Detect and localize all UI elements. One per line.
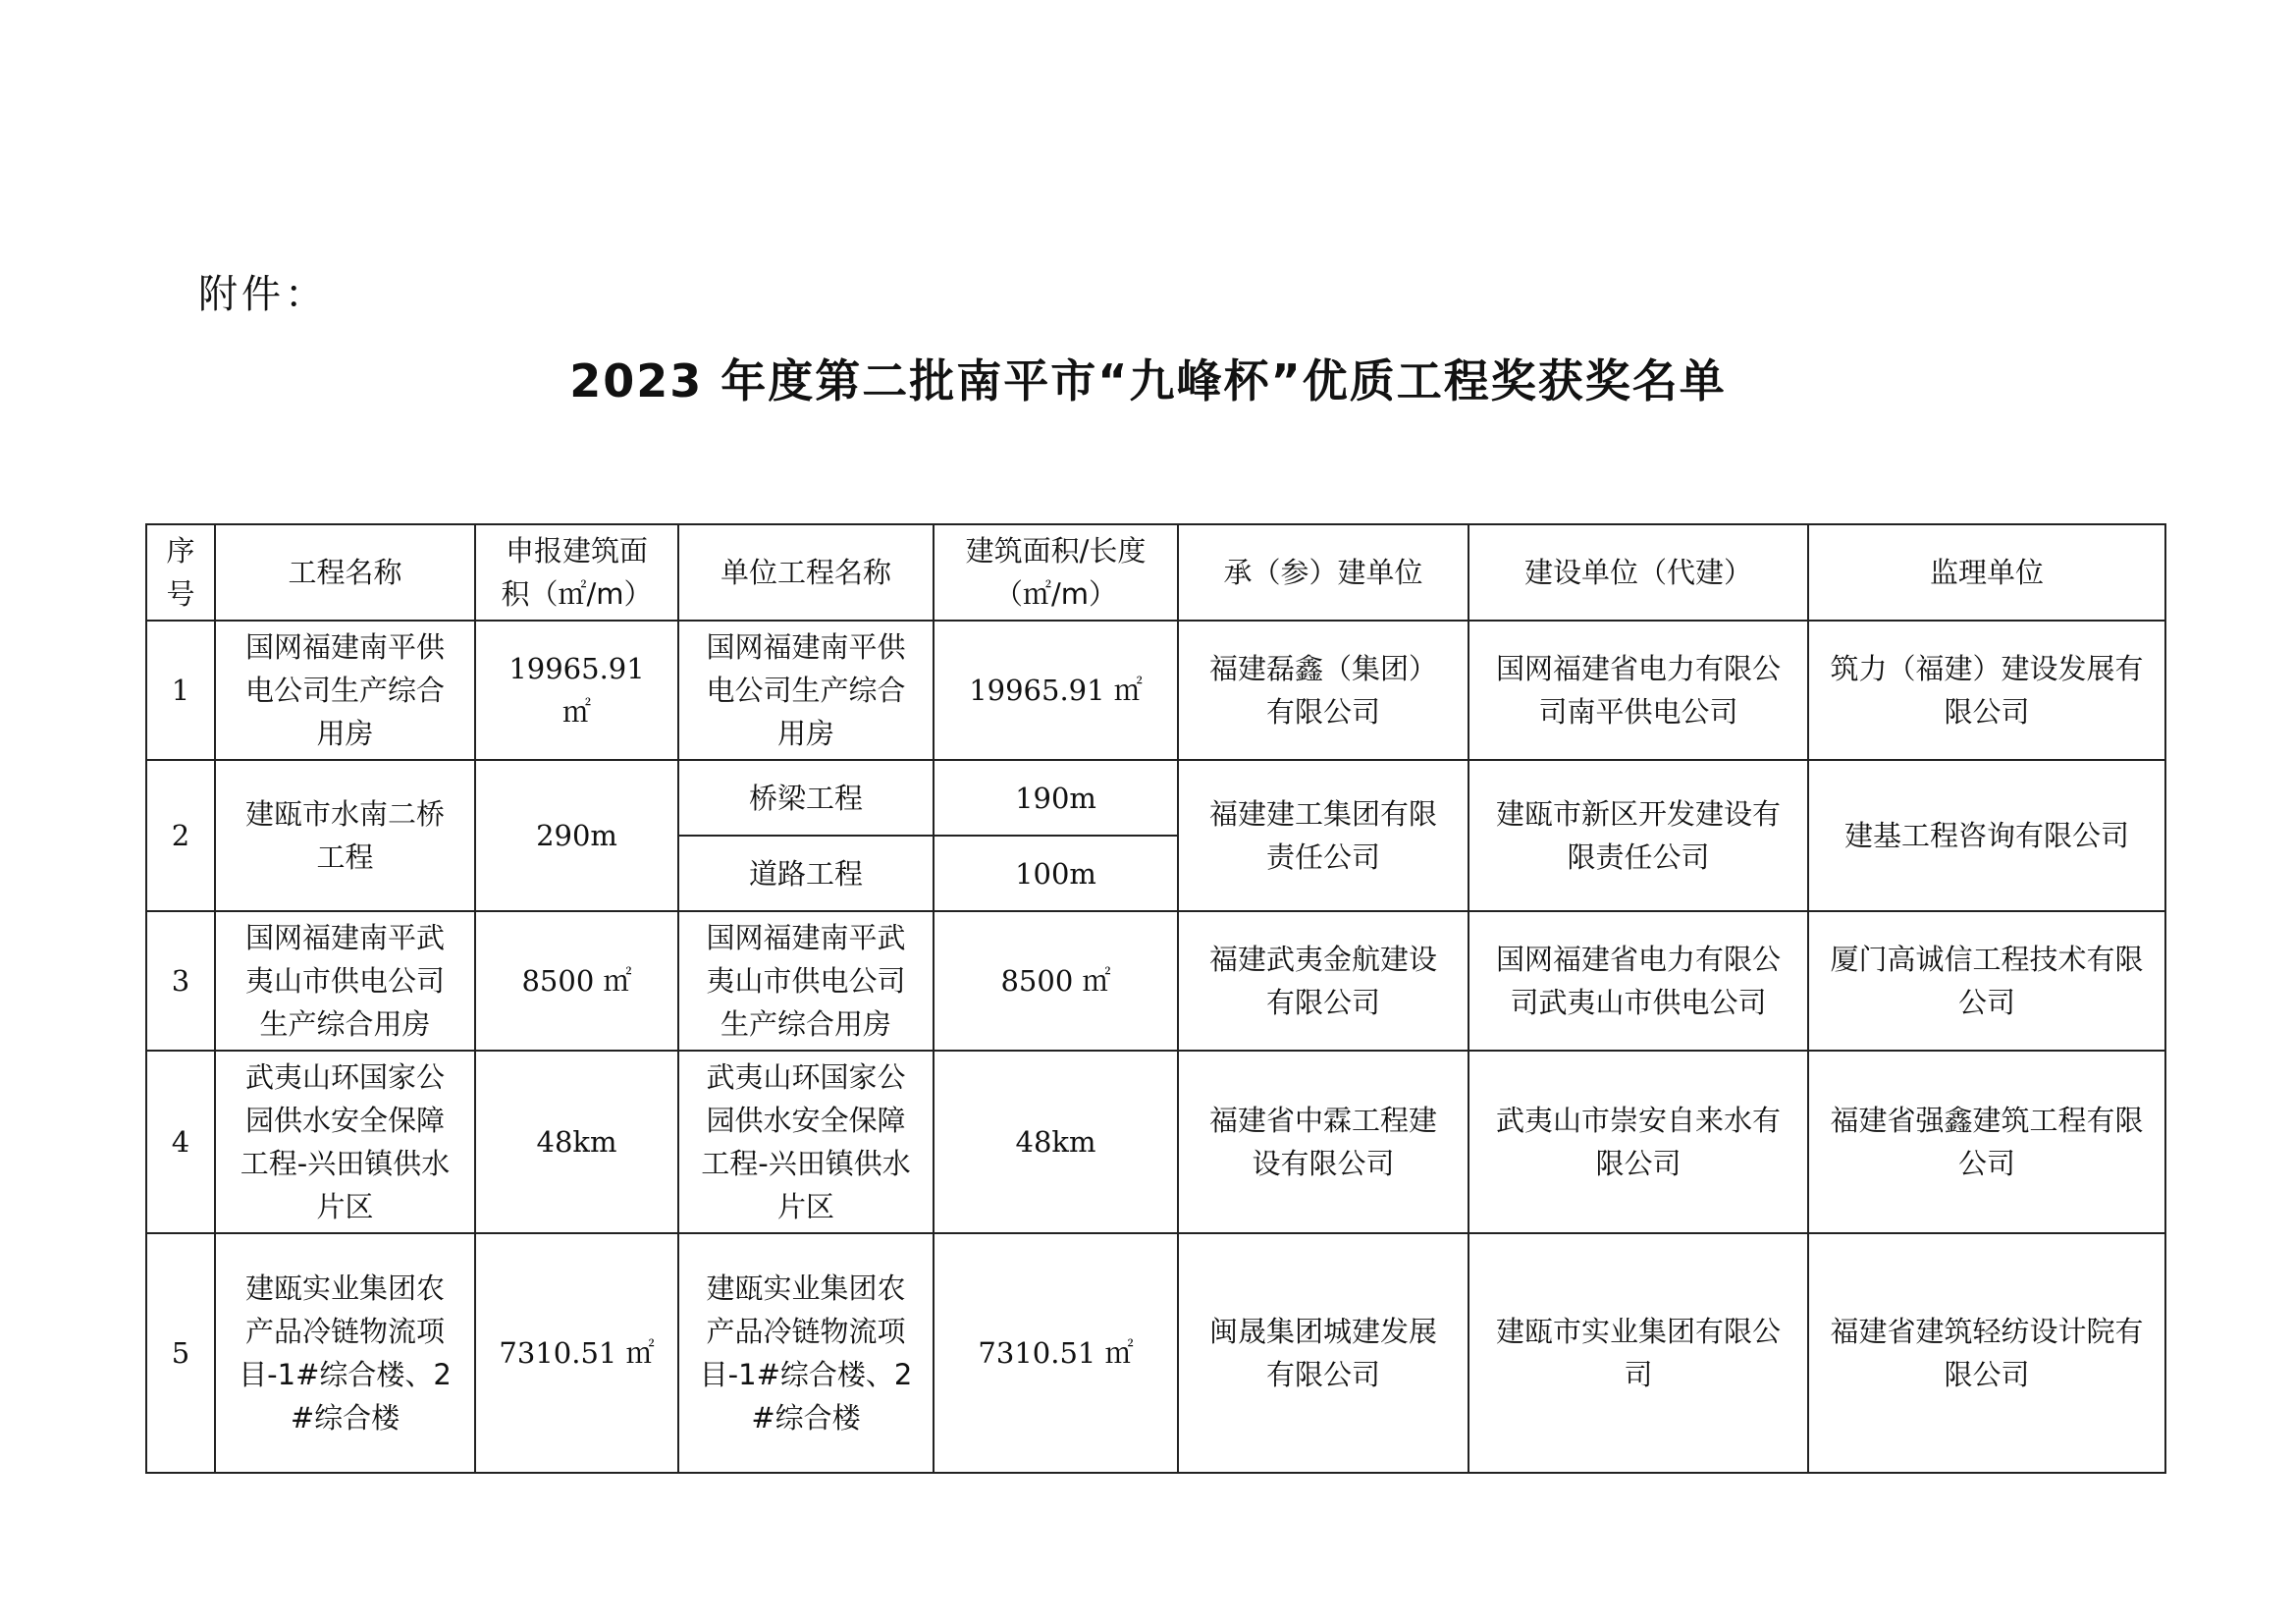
row-unit-project: 桥梁工程	[678, 760, 934, 836]
document-title: 2023 年度第二批南平市“九峰杯”优质工程奖获奖名单	[569, 354, 1727, 407]
row-seq: 3	[146, 911, 215, 1051]
row-seq: 5	[146, 1233, 215, 1473]
row-unit-project: 道路工程	[678, 836, 934, 911]
row-supervisor: 筑力（福建）建设发展有限公司	[1808, 621, 2165, 760]
row-seq: 1	[146, 621, 215, 760]
row-declared-area: 290m	[475, 760, 678, 911]
row-supervisor: 福建省强鑫建筑工程有限公司	[1808, 1051, 2165, 1233]
row-unit-project: 国网福建南平供电公司生产综合用房	[678, 621, 934, 760]
header-area-length: 建筑面积/长度（㎡/m）	[934, 524, 1178, 621]
row-supervisor: 厦门高诚信工程技术有限公司	[1808, 911, 2165, 1051]
table-header-row	[146, 524, 2165, 621]
row-contractor: 闽晟集团城建发展有限公司	[1178, 1233, 1468, 1473]
header-declared-area: 申报建筑面积（㎡/m）	[475, 524, 678, 621]
row-unit-project: 国网福建南平武夷山市供电公司生产综合用房	[678, 911, 934, 1051]
row-declared-area: 8500 ㎡	[475, 911, 678, 1051]
row-unit-project: 武夷山环国家公园供水安全保障工程-兴田镇供水片区	[678, 1051, 934, 1233]
row-contractor: 福建省中霖工程建设有限公司	[1178, 1051, 1468, 1233]
table-row	[146, 760, 2165, 836]
attachment-label: 附件：	[198, 272, 328, 317]
header-supervisor: 监理单位	[1808, 524, 2165, 621]
table-row	[146, 621, 2165, 760]
row-supervisor: 建基工程咨询有限公司	[1808, 760, 2165, 911]
row-project-name: 建瓯市水南二桥工程	[215, 760, 475, 911]
row-builder: 国网福建省电力有限公司武夷山市供电公司	[1468, 911, 1808, 1051]
table-row	[146, 1051, 2165, 1233]
row-declared-area: 19965.91 ㎡	[475, 621, 678, 760]
row-area-length: 190m	[934, 760, 1178, 836]
row-contractor: 福建磊鑫（集团）有限公司	[1178, 621, 1468, 760]
row-project-name: 国网福建南平供电公司生产综合用房	[215, 621, 475, 760]
header-project-name: 工程名称	[215, 524, 475, 621]
row-project-name: 建瓯实业集团农产品冷链物流项目-1#综合楼、2#综合楼	[215, 1233, 475, 1473]
row-builder: 建瓯市新区开发建设有限责任公司	[1468, 760, 1808, 911]
row-area-length: 100m	[934, 836, 1178, 911]
row-area-length: 19965.91 ㎡	[934, 621, 1178, 760]
row-supervisor: 福建省建筑轻纺设计院有限公司	[1808, 1233, 2165, 1473]
row-project-name: 国网福建南平武夷山市供电公司生产综合用房	[215, 911, 475, 1051]
row-seq: 2	[146, 760, 215, 911]
row-area-length: 7310.51 ㎡	[934, 1233, 1178, 1473]
table-row	[146, 1233, 2165, 1473]
row-project-name: 武夷山环国家公园供水安全保障工程-兴田镇供水片区	[215, 1051, 475, 1233]
row-area-length: 48km	[934, 1051, 1178, 1233]
table-row	[146, 911, 2165, 1051]
row-contractor: 福建武夷金航建设有限公司	[1178, 911, 1468, 1051]
row-seq: 4	[146, 1051, 215, 1233]
header-builder: 建设单位（代建）	[1468, 524, 1808, 621]
header-seq: 序号	[146, 524, 215, 621]
row-builder: 建瓯市实业集团有限公司	[1468, 1233, 1808, 1473]
header-contractor: 承（参）建单位	[1178, 524, 1468, 621]
row-builder: 武夷山市崇安自来水有限公司	[1468, 1051, 1808, 1233]
row-declared-area: 7310.51 ㎡	[475, 1233, 678, 1473]
award-table	[145, 523, 2166, 1474]
row-area-length: 8500 ㎡	[934, 911, 1178, 1051]
header-unit-project: 单位工程名称	[678, 524, 934, 621]
row-unit-project: 建瓯实业集团农产品冷链物流项目-1#综合楼、2#综合楼	[678, 1233, 934, 1473]
row-contractor: 福建建工集团有限责任公司	[1178, 760, 1468, 911]
row-declared-area: 48km	[475, 1051, 678, 1233]
row-builder: 国网福建省电力有限公司南平供电公司	[1468, 621, 1808, 760]
